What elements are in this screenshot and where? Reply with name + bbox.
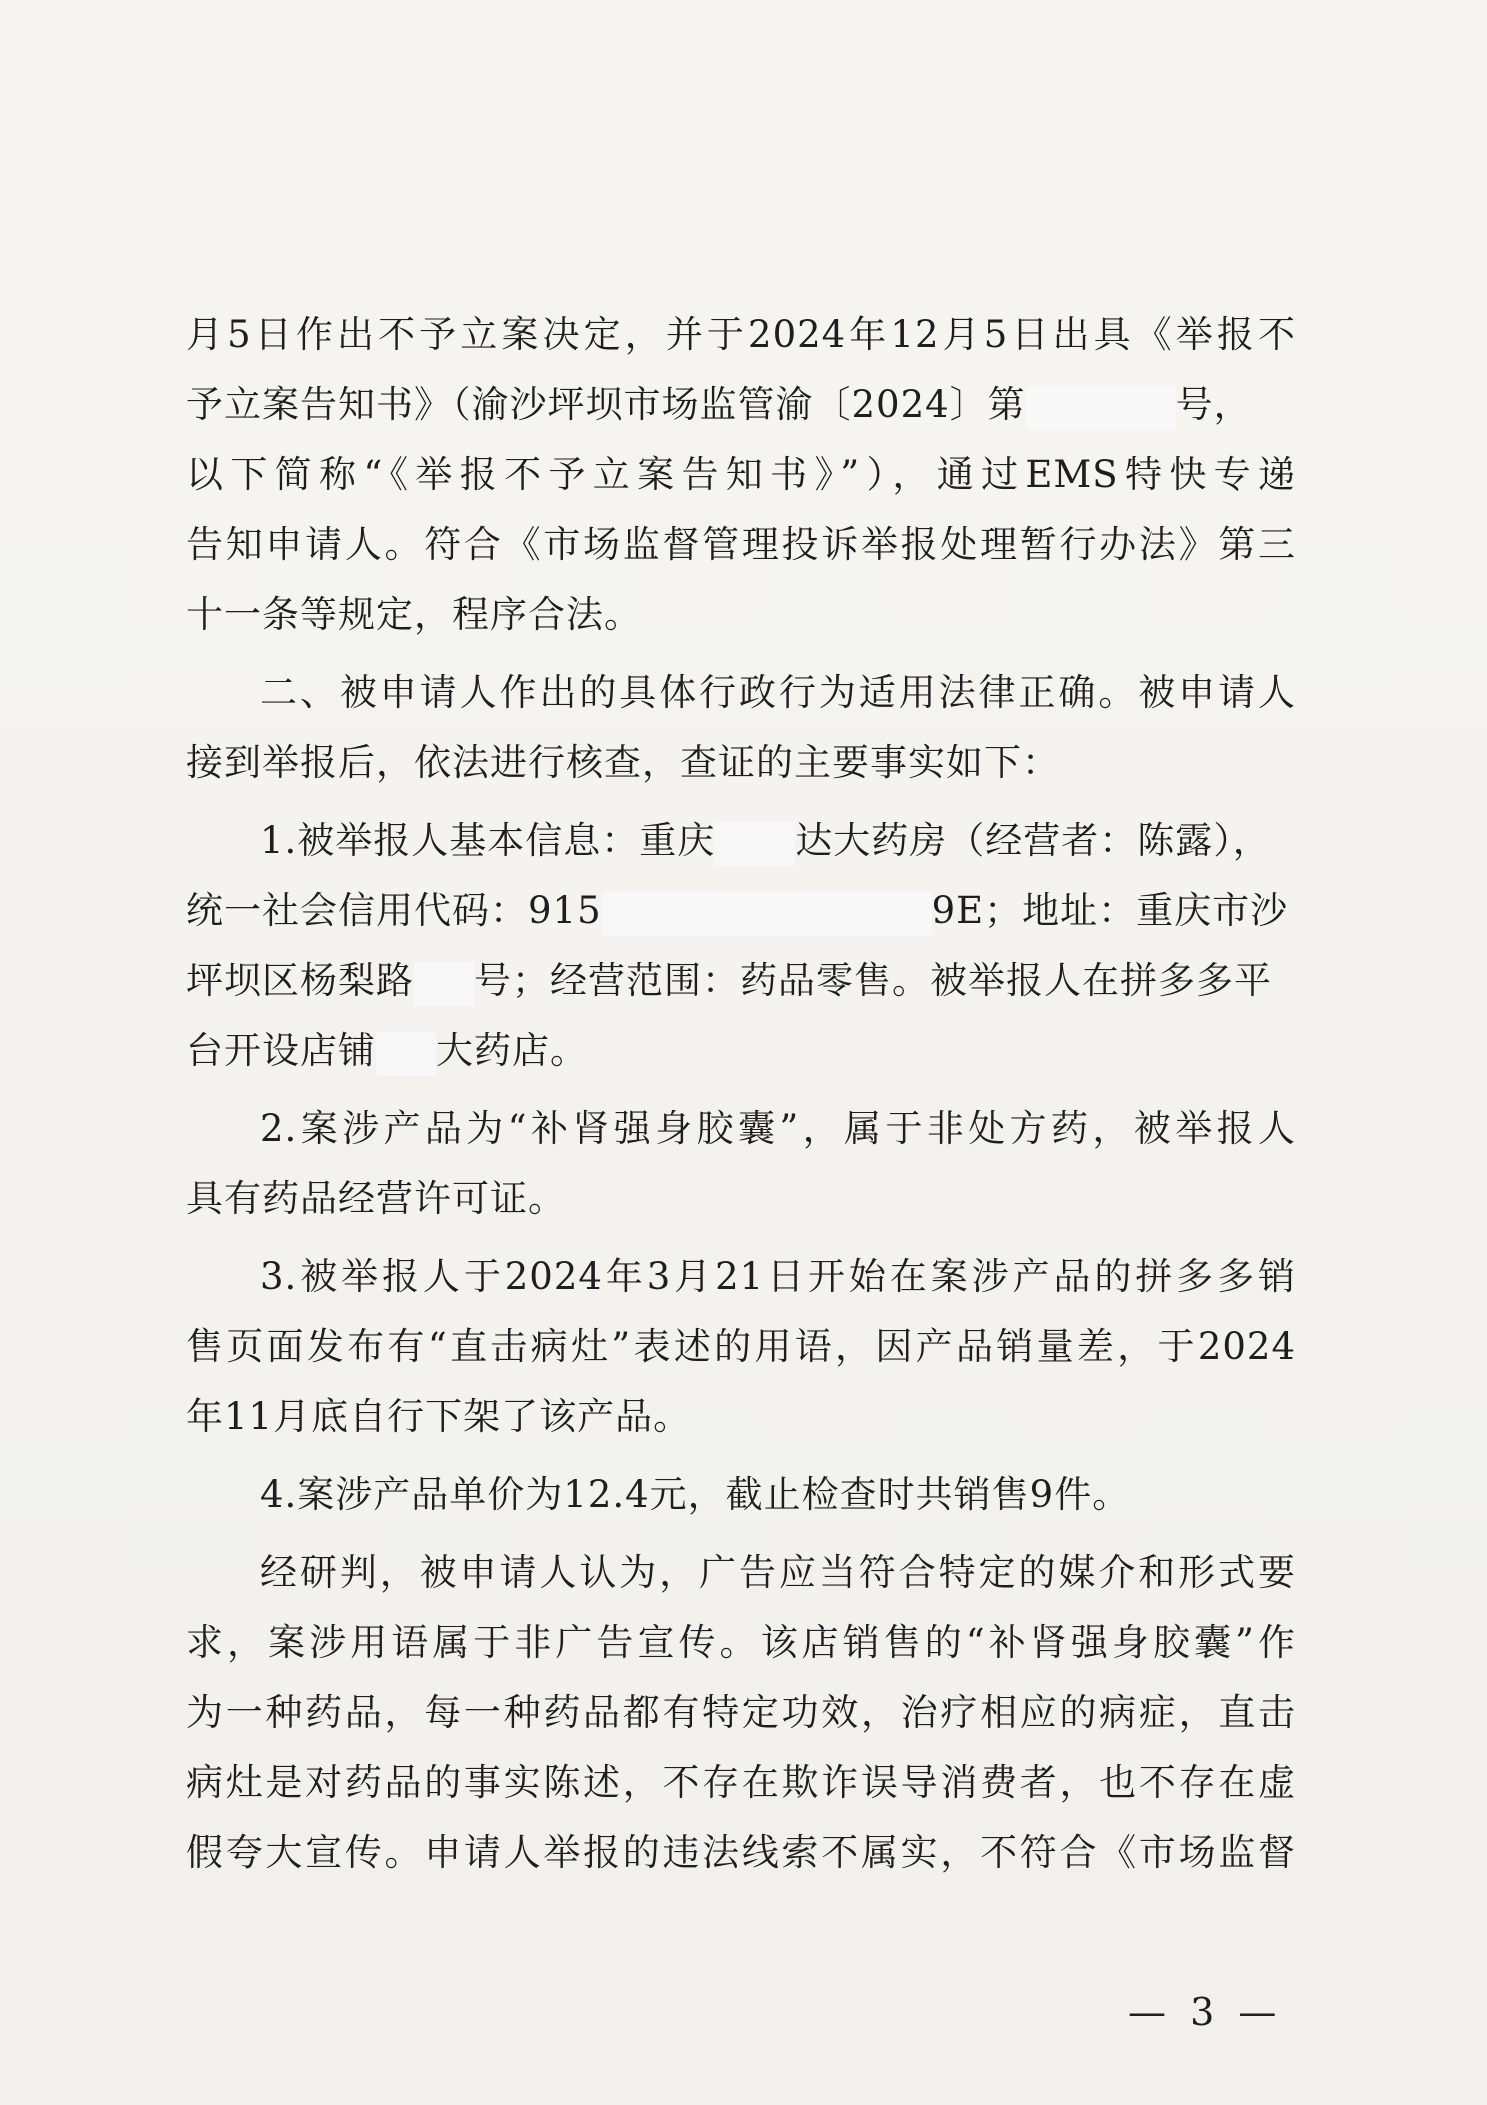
text-segment: 号， xyxy=(1175,383,1252,426)
text-segment: 1.被举报人基本信息：重庆 xyxy=(260,819,716,862)
text-line xyxy=(186,946,1296,1016)
text-line: 年11月底自行下架了该产品。 xyxy=(186,1395,692,1438)
text-line: 具有药品经营许可证。 xyxy=(186,1177,566,1220)
text-segment: 台开设店铺 xyxy=(186,1029,376,1072)
text-line: 求，案涉用语属于非广告宣传。该店销售的“补肾强身胶囊”作 xyxy=(186,1621,1296,1664)
text-line: 接到举报后，依法进行核查，查证的主要事实如下： xyxy=(186,741,1060,784)
text-line: 假夸大宣传。申请人举报的违法线索不属实，不符合《市场监督 xyxy=(186,1831,1296,1874)
text-line xyxy=(186,370,1296,440)
page-number: — 3 — xyxy=(1128,1990,1283,2034)
text-line: 十一条等规定，程序合法。 xyxy=(186,593,642,636)
text-line: 3.被举报人于2024年3月21日开始在案涉产品的拼多多销 xyxy=(260,1255,1296,1298)
text-line: 2.案涉产品为“补肾强身胶囊”，属于非处方药，被举报人 xyxy=(260,1107,1296,1150)
redaction-block xyxy=(602,892,932,936)
redaction-block xyxy=(715,822,795,866)
text-segment: 9E；地址：重庆市沙 xyxy=(931,889,1289,932)
text-line xyxy=(186,1016,1296,1086)
text-segment: 坪坝区杨梨路 xyxy=(186,959,414,1002)
redaction-block xyxy=(1026,386,1176,430)
text-line: 4.案涉产品单价为12.4元，截止检查时共销售9件。 xyxy=(260,1473,1131,1516)
text-segment: 大药店。 xyxy=(436,1029,588,1072)
text-line: 月5日作出不予立案决定，并于2024年12月5日出具《举报不 xyxy=(186,313,1296,356)
text-line: 售页面发布有“直击病灶”表述的用语，因产品销量差，于2024 xyxy=(186,1325,1296,1368)
text-segment: 号；经营范围：药品零售。被举报人在拼多多平 xyxy=(474,959,1272,1002)
text-segment: 统一社会信用代码：915 xyxy=(186,889,602,932)
text-line xyxy=(186,876,1296,946)
text-line: 二、被申请人作出的具体行政行为适用法律正确。被申请人 xyxy=(260,671,1296,714)
document-body xyxy=(186,300,1296,1888)
text-line: 以下简称“《举报不予立案告知书》”），通过EMS特快专递 xyxy=(186,453,1296,496)
text-segment: 达大药房（经营者：陈露）， xyxy=(795,819,1271,862)
text-line: 病灶是对药品的事实陈述，不存在欺诈误导消费者，也不存在虚 xyxy=(186,1761,1296,1804)
redaction-block xyxy=(376,1032,436,1076)
text-line: 经研判，被申请人认为，广告应当符合特定的媒介和形式要 xyxy=(260,1551,1296,1594)
text-line: 为一种药品，每一种药品都有特定功效，治疗相应的病症，直击 xyxy=(186,1691,1296,1734)
text-line xyxy=(186,806,1296,876)
text-line: 告知申请人。符合《市场监督管理投诉举报处理暂行办法》第三 xyxy=(186,523,1296,566)
redaction-block xyxy=(414,962,474,1006)
text-segment: 予立案告知书》（渝沙坪坝市场监管渝〔2024〕第 xyxy=(186,383,1026,426)
